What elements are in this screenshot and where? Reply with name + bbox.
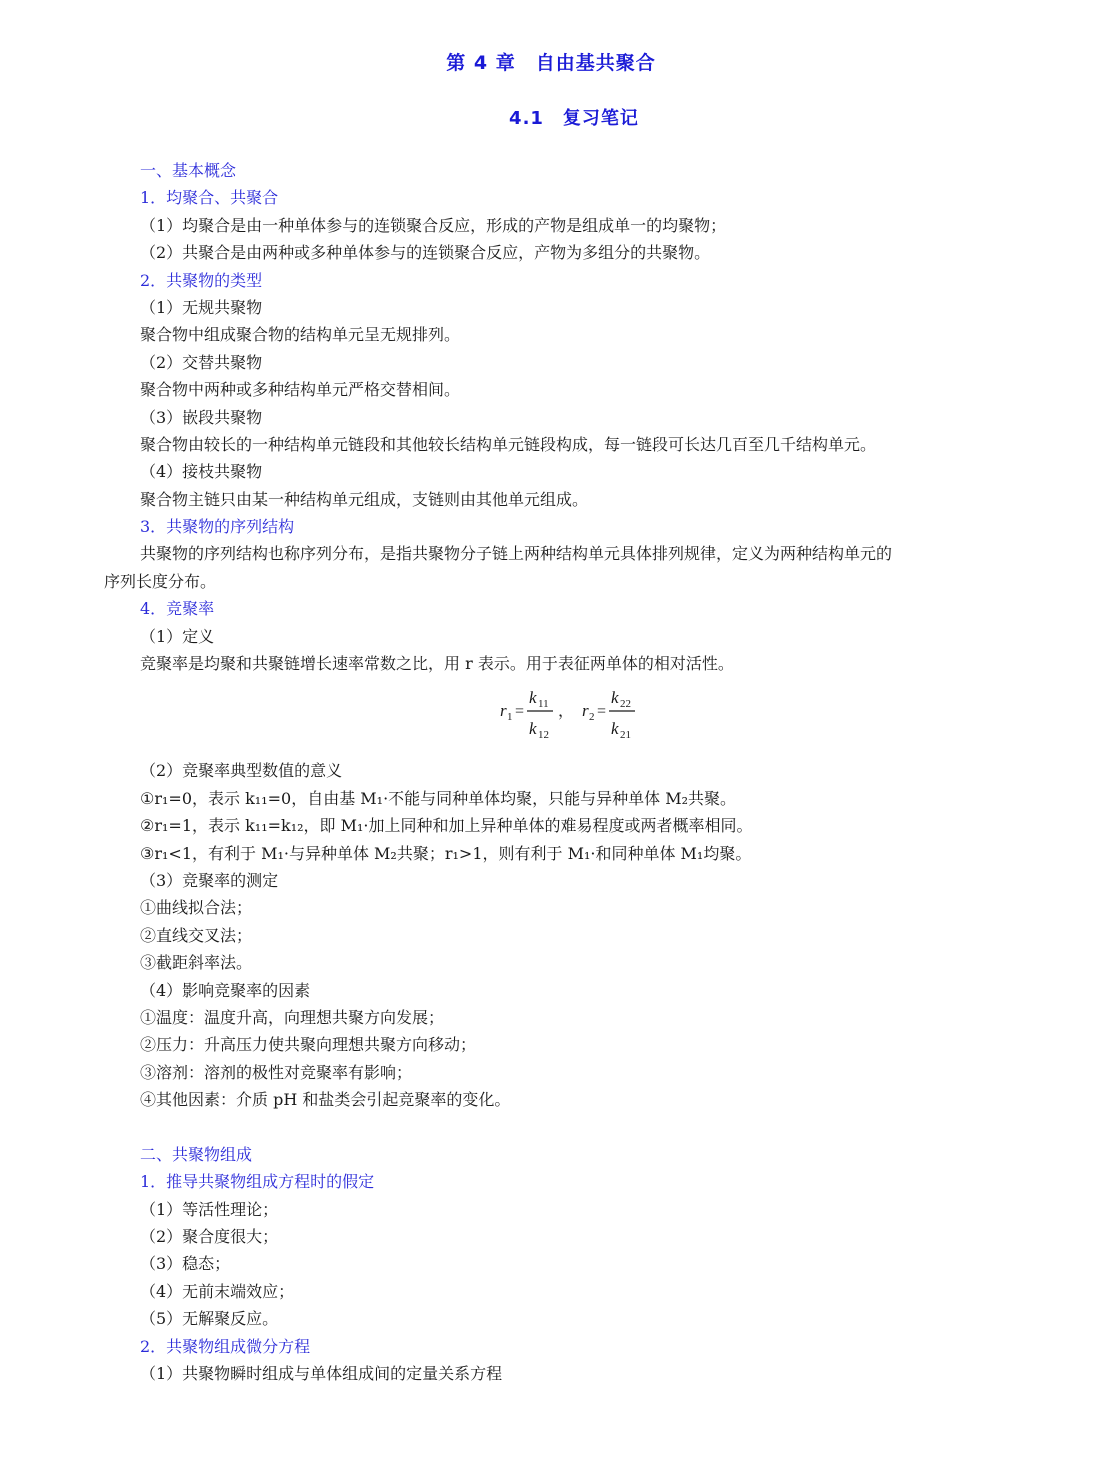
sub-item: （3）竞聚率的测定 [140,870,279,890]
sub-item: （1）共聚物瞬时组成与单体组成间的定量关系方程 [140,1364,503,1384]
sub-item: （3）稳态； [140,1254,231,1274]
sub-item: （5）无解聚反应。 [140,1309,279,1329]
heading-level-2: 4．竞聚率 [140,599,215,619]
k22-symbol: k [611,688,619,708]
sub-item: （1）定义 [140,626,215,646]
chapter-title: 第 4 章 自由基共聚合 [446,52,656,74]
body-paragraph: 共聚物的序列结构也称序列分布，是指共聚物分子链上两种结构单元具体排列规律，定义为两种结构单元的 [140,544,893,564]
heading-level-2: 2．共聚物的类型 [140,270,263,290]
sub-item: （4）影响竞聚率的因素 [140,980,311,1000]
sub-item: （2）聚合度很大； [140,1227,279,1247]
r1-symbol: r [500,701,507,721]
r2-symbol: r [582,701,589,721]
body-paragraph: ①r₁=0，表示 k₁₁=0，自由基 M₁·不能与同种单体均聚，只能与异种单体 M₂共聚。 [140,788,737,808]
body-paragraph: ②压力：升高压力使共聚向理想共聚方向移动； [140,1035,477,1055]
body-paragraph: ①温度：温度升高，向理想共聚方向发展； [140,1007,445,1027]
body-paragraph: ②直线交叉法； [140,925,253,945]
body-paragraph: ①曲线拟合法； [140,898,253,918]
r1-subscript: 1 [507,711,513,724]
body-paragraph: 聚合物中两种或多种结构单元严格交替相间。 [140,380,461,400]
heading-level-2: 2．共聚物组成微分方程 [140,1336,311,1356]
sub-item: （4）无前末端效应； [140,1281,295,1301]
body-paragraph: 聚合物中组成聚合物的结构单元呈无规排列。 [140,325,461,345]
heading-level-2: 1．均聚合、共聚合 [140,188,279,208]
content-body [104,157,1024,1387]
body-paragraph: 聚合物由较长的一种结构单元链段和其他较长结构单元链段构成，每一链段可长达几百至几千结构单元。 [140,434,877,454]
sub-item: （3）嵌段共聚物 [140,407,263,427]
separator-comma: ， [558,703,575,721]
sub-item: （2）竞聚率典型数值的意义 [140,761,343,781]
k12-symbol: k [529,719,537,739]
body-paragraph: ③截距斜率法。 [140,953,253,973]
formula-graphic [496,683,646,747]
k11-subscript: 11 [538,698,549,711]
sub-item: （2）交替共聚物 [140,352,263,372]
body-paragraph: 竞聚率是均聚和共聚链增长速率常数之比，用 r 表示。用于表征两单体的相对活性。 [140,654,734,674]
blank-line [104,1114,1024,1141]
k12-subscript: 12 [538,729,549,742]
body-paragraph: ③溶剂：溶剂的极性对竞聚率有影响； [140,1062,413,1082]
heading-level-2: 3．共聚物的序列结构 [140,517,295,537]
body-paragraph: ④其他因素：介质 pH 和盐类会引起竞聚率的变化。 [140,1090,511,1110]
k21-symbol: k [611,719,619,739]
sub-item: （1）无规共聚物 [140,297,263,317]
sub-item: （2）共聚合是由两种或多种单体参与的连锁聚合反应，产物为多组分的共聚物。 [140,243,711,263]
sub-item: （4）接枝共聚物 [140,462,263,482]
equals-sign: = [515,703,525,721]
r2-subscript: 2 [589,711,595,724]
heading-level-1: 二、共聚物组成 [140,1144,253,1164]
sub-item: （1）等活性理论； [140,1199,279,1219]
k11-symbol: k [529,688,537,708]
reactivity-ratio-formula [104,677,1024,757]
heading-level-1: 一、基本概念 [140,161,237,180]
k21-subscript: 21 [620,729,631,742]
heading-level-2: 1．推导共聚物组成方程时的假定 [140,1172,375,1192]
body-paragraph: 聚合物主链只由某一种结构单元组成，支链则由其他单元组成。 [140,489,589,509]
sub-item: （1）均聚合是由一种单体参与的连锁聚合反应，形成的产物是组成单一的均聚物； [140,215,727,235]
body-paragraph: ②r₁=1，表示 k₁₁=k₁₂，即 M₁·加上同种和加上异种单体的难易程度或两者概率相同。 [140,816,753,836]
body-paragraph: ③r₁<1，有利于 M₁·与异种单体 M₂共聚；r₁>1，则有利于 M₁·和同种单体 M₁均聚。 [140,843,752,863]
k22-subscript: 22 [620,698,631,711]
paragraph-continuation: 序列长度分布。 [104,571,217,591]
section-title: 4.1 复习笔记 [509,108,639,129]
equals-sign: = [597,703,607,721]
